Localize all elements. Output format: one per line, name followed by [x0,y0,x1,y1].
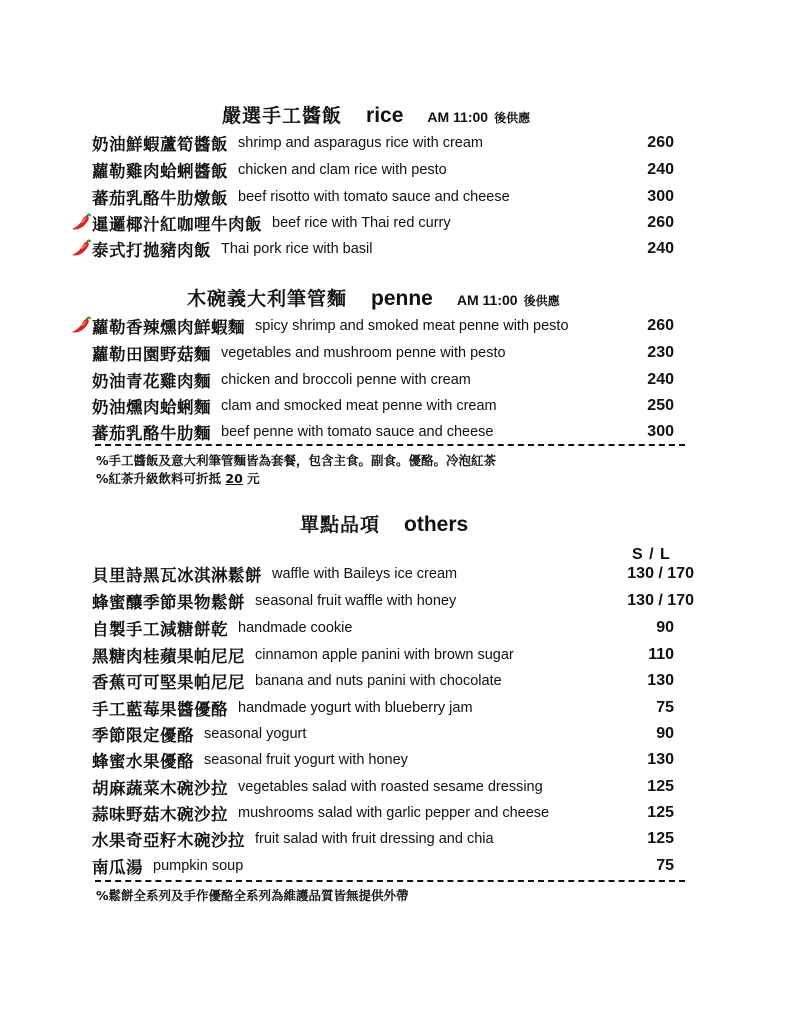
menu-item-row [70,588,694,614]
menu-item-row [70,615,690,641]
item-price: 300 [647,188,674,205]
tea-upgrade-suffix: 元 [247,471,260,486]
menu-item-row [70,157,690,183]
item-price: 90 [656,619,674,636]
rice-section-title [222,101,530,128]
item-name-en: Thai pork rice with basil [221,241,373,257]
menu-item-row [70,210,690,236]
item-price: 260 [647,134,674,151]
item-price: 230 [647,344,674,361]
item-name-zh: 暹邏椰汁紅咖哩牛肉飯 [92,215,262,234]
item-name-en: mushrooms salad with garlic pepper and cheese [238,805,550,821]
item-name-zh: 胡麻蔬菜木碗沙拉 [92,779,228,798]
item-name-en: beef risotto with tomato sauce and cheese [238,189,510,205]
penne-note-tea-upgrade [96,469,260,487]
item-price: 75 [656,857,674,874]
menu-item-row [70,747,690,773]
item-price: 130 [647,751,674,768]
item-name-zh: 蘿勒雞肉蛤蜊醬飯 [92,162,228,181]
item-name-en: seasonal fruit yogurt with honey [204,752,408,768]
penne-title-zh: 木碗義大利筆管麵 [187,288,348,310]
menu-item-row [70,236,690,262]
item-name-en: clam and smocked meat penne with cream [221,398,497,414]
item-name-zh: 蕃茄乳酪牛肋燉飯 [92,189,228,208]
item-name-en: handmade cookie [238,620,353,636]
penne-note-set-meal: %手工醬飯及意大利筆管麵皆為套餐，包含主食。副食。優酪。冷泡紅茶 [96,453,497,468]
item-name-zh: 蜂蜜水果優酪 [92,752,194,771]
penne-title-en: penne [371,287,433,310]
item-name-zh: 奶油鮮蝦蘆筍醬飯 [92,135,228,154]
item-name-en: shrimp and asparagus rice with cream [238,135,483,151]
item-price: 260 [647,214,674,231]
item-price: 90 [656,725,674,742]
item-price: 75 [656,699,674,716]
penne-section-title [187,284,560,311]
item-name-zh: 水果奇亞籽木碗沙拉 [92,831,245,850]
item-name-en: seasonal yogurt [204,726,307,742]
item-name-en: chicken and clam rice with pesto [238,162,447,178]
menu-item-row [70,313,690,339]
item-name-en: seasonal fruit waffle with honey [255,593,457,609]
item-name-en: vegetables and mushroom penne with pesto [221,345,506,361]
menu-item-row [70,642,690,668]
item-name-zh: 蒜味野菇木碗沙拉 [92,805,228,824]
item-price: 125 [647,804,674,821]
item-name-en: pumpkin soup [153,858,244,874]
item-price: 130 / 170 [627,565,694,582]
item-name-en: vegetables salad with roasted sesame dressing [238,779,543,795]
menu-item-row [70,695,690,721]
item-name-zh: 手工藍莓果醬優酪 [92,700,228,719]
item-price: 130 / 170 [627,592,694,609]
item-price: 130 [647,672,674,689]
item-name-zh: 香蕉可可堅果帕尼尼 [92,673,245,692]
item-name-en: handmade yogurt with blueberry jam [238,700,473,716]
menu-item-row [70,130,690,156]
item-name-zh: 貝里詩黑瓦冰淇淋鬆餅 [92,566,262,585]
others-note-no-takeout: %鬆餅全系列及手作優酪全系列為維護品質皆無提供外帶 [96,888,409,903]
menu-item-row [70,561,694,587]
item-price: 240 [647,240,674,257]
chili-pepper-icon [70,212,92,234]
menu-item-row [70,668,690,694]
item-name-en: fruit salad with fruit dressing and chia [255,831,494,847]
item-name-zh: 黑糖肉桂蘋果帕尼尼 [92,647,245,666]
others-title-zh: 單點品項 [300,514,381,536]
item-name-zh: 泰式打拋豬肉飯 [92,241,211,260]
menu-item-row [70,367,690,393]
item-name-zh: 蕃茄乳酪牛肋麵 [92,424,211,443]
others-section-title [300,510,468,537]
penne-time-zh: 後供應 [523,294,560,308]
item-name-en: spicy shrimp and smoked meat penne with pesto [255,318,569,334]
item-price: 240 [647,371,674,388]
chili-pepper-icon [70,238,92,260]
chili-pepper-icon [70,315,92,337]
item-name-zh: 蘿勒田園野菇麵 [92,345,211,364]
menu-item-row [70,800,690,826]
menu-item-row [70,184,690,210]
item-price: 125 [647,830,674,847]
item-name-en: chicken and broccoli penne with cream [221,372,471,388]
rice-title-zh: 嚴選手工醬飯 [222,105,343,127]
item-price: 250 [647,397,674,414]
item-name-zh: 自製手工減糖餅乾 [92,620,228,639]
rice-time-zh: 後供應 [494,111,531,125]
item-price: 240 [647,161,674,178]
others-divider [95,880,685,882]
item-name-zh: 蜂蜜釀季節果物鬆餅 [92,593,245,612]
item-name-en: banana and nuts panini with chocolate [255,673,502,689]
rice-time: AM 11:00 [427,109,489,125]
item-name-zh: 南瓜湯 [92,858,143,877]
size-header: S / L [632,546,671,563]
penne-divider [95,444,685,446]
menu-item-row [70,340,690,366]
item-name-zh: 奶油青花雞肉麵 [92,372,211,391]
menu-item-row [70,419,690,445]
item-price: 110 [648,646,674,663]
item-name-en: beef rice with Thai red curry [272,215,451,231]
menu-item-row [70,853,690,879]
item-name-en: cinnamon apple panini with brown sugar [255,647,514,663]
rice-title-en: rice [366,104,404,127]
menu-item-row [70,721,690,747]
tea-upgrade-amount: 20 [225,471,243,486]
item-name-zh: 季節限定優酪 [92,726,194,745]
menu-item-row [70,826,690,852]
menu-item-row [70,393,690,419]
item-name-zh: 蘿勒香辣燻肉鮮蝦麵 [92,318,245,337]
item-price: 300 [647,423,674,440]
item-price: 125 [647,778,674,795]
item-price: 260 [647,317,674,334]
item-name-en: waffle with Baileys ice cream [272,566,458,582]
menu-item-row [70,774,690,800]
tea-upgrade-prefix: %紅茶升級飲料可折抵 [96,471,222,486]
others-title-en: others [404,513,469,536]
item-name-en: beef penne with tomato sauce and cheese [221,424,494,440]
item-name-zh: 奶油燻肉蛤蜊麵 [92,398,211,417]
penne-time: AM 11:00 [456,292,518,308]
